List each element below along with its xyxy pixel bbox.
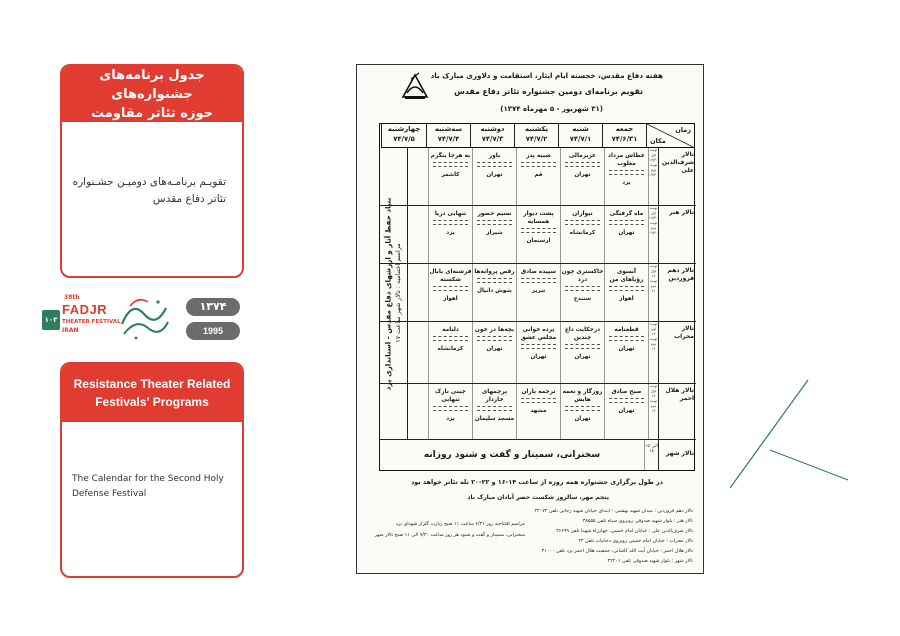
persian-card-text-line2: تئاتر دفاع مقدس [152, 193, 226, 205]
doc-top-line: هفته دفاع مقدس، خجسته ایام ایثار، استقامت و دلاوری مبارک باد [430, 71, 663, 80]
program-title: پشت دیوار همسایه [523, 211, 554, 225]
program-cell [472, 206, 516, 263]
program-title: فرشته‌ای بابال شکسته [429, 269, 472, 283]
program-cell [428, 384, 472, 439]
venue-row-4 [380, 384, 696, 440]
venue-row-3 [380, 322, 696, 384]
program-title: به هرجا بنگرم [430, 153, 471, 159]
program-city: تهران [618, 346, 635, 352]
footer-greeting: پنجم مهر، سالروز شکست حصر آبادان مبارک باد [467, 494, 609, 501]
logo-calligraphy-icon [118, 294, 170, 342]
english-card-body [62, 422, 242, 502]
program-cell [472, 384, 516, 439]
program-city: یزد [622, 180, 631, 186]
day-header-4 [426, 124, 470, 148]
program-cell [472, 148, 516, 205]
venue-times: نوبت اول ۱۷/۳۰ نوبت دوم ۱۹/۳۰ [648, 148, 658, 205]
venue-times: نوبت اول ۱۸ نوبت دوم ۲۱ [648, 264, 658, 321]
city-hall-time: ۱۵ الی ۱۸ [644, 440, 658, 470]
program-title: تنهایی دریا [434, 211, 467, 217]
program-city: تهران [486, 346, 503, 352]
day-header-5 [381, 124, 426, 148]
program-title: نسیم حضور [477, 211, 512, 217]
venue-name: تالار شرف‌الدین علی [658, 148, 696, 205]
program-city: شیراز [486, 230, 503, 236]
scanned-calendar-document [356, 64, 704, 574]
venue-row-2 [380, 264, 696, 322]
address-item: تالار هلال احمر : خیابان آیت الله کاشانی، جمعیت هلال احمر یزد تلفن ۳۱۰۰۰ [541, 549, 693, 554]
day-header-0 [602, 124, 646, 148]
program-cell [472, 322, 516, 383]
program-title: تیواران [572, 211, 593, 217]
program-city: تهران [530, 354, 547, 360]
program-cell [516, 322, 560, 383]
persian-info-card [60, 64, 244, 278]
program-city: اهواز [443, 296, 458, 302]
program-city: کاشمر [441, 172, 460, 178]
day-name: جمعه [615, 125, 634, 133]
program-title: قطعنامه [614, 327, 639, 333]
program-city: یزد [446, 230, 455, 236]
program-city: تهران [618, 230, 635, 236]
venue-name: تالار محراب [658, 322, 696, 383]
program-city: ارسنجان [526, 238, 551, 244]
program-title: درحکایت داغ چندین [564, 327, 601, 341]
venue-name: تالار هلال احمر [658, 384, 696, 439]
program-title: روزگار و نغمه هایش [562, 389, 603, 403]
program-title: سپیده صادق [520, 269, 557, 275]
venue-name: تالار هنر [658, 206, 696, 263]
day-date: ۷۴/۶/۳۱ [611, 135, 638, 143]
speech-row-text: سخنرانی، سمینار و گفت و شنود روزانه [423, 450, 601, 460]
program-city: سنندج [573, 296, 592, 302]
program-cell [516, 264, 560, 321]
doc-title: تقویم برنامه‌ای دومین جشنواره تئاتر دفاع مقدس [454, 87, 643, 96]
program-city: تهران [574, 416, 591, 422]
day-name: سه‌شنبه [434, 125, 463, 133]
program-cell [472, 264, 516, 321]
program-cell [560, 384, 604, 439]
program-title: ماه گرفتگی [609, 211, 644, 217]
english-card-text-line1: The Calendar for the Second Holy [72, 474, 224, 484]
program-city: مشهد [530, 408, 547, 414]
program-title: شبیه پدر [526, 153, 551, 159]
program-title: صبح صادق [611, 389, 642, 395]
doc-date-range: (۳۱ شهریور - ۵ مهرماه ۱۳۷۴) [500, 105, 603, 113]
persian-card-text-line1: تقویـم برنامـه‌های دومیـن جشـنواره [72, 176, 226, 188]
venue-name: تالار دهم فروردین [658, 264, 696, 321]
program-cell [604, 322, 648, 383]
program-city: تهران [574, 354, 591, 360]
program-city: تهران [574, 172, 591, 178]
program-title: پرده خوانی مجلس عشق [520, 327, 557, 341]
persian-card-header [62, 66, 242, 122]
decorative-lines [730, 370, 850, 490]
program-city: تبریز [531, 288, 546, 294]
closing-ceremony-column [391, 147, 405, 439]
program-cell [428, 322, 472, 383]
program-cell [428, 148, 472, 205]
schedule-grid [379, 123, 695, 471]
day-date: ۷۴/۷/۵ [393, 135, 415, 143]
program-cell [516, 206, 560, 263]
address-item: تالار دهم فروردین : میدان شهید بهشتی - ابتدای خیابان شهید رجایی تلفن ۴۳۰۷۲ [534, 509, 693, 514]
program-city: کرمانشاه [569, 230, 596, 236]
persian-card-body [62, 122, 242, 208]
logo-fadjr-text: FADJR [62, 302, 108, 317]
program-city: شوش دانیال [477, 288, 512, 294]
program-cell [516, 148, 560, 205]
program-city: کرمانشاه [437, 346, 464, 352]
program-city: یزد [446, 416, 455, 422]
emblem-icon [399, 71, 431, 101]
footer-note: در طول برگزاری جشنواره همه روزه از ساعت ۱۴-۱۶ و ۲۲-۲۰ تله تئاتر خواهد بود [410, 478, 663, 486]
day-date: ۷۴/۷/۱ [569, 135, 592, 143]
day-date: ۷۴/۷/۲ [525, 135, 548, 143]
logo-edition: 38th [64, 294, 80, 301]
program-title: ترجمه باران [521, 389, 556, 395]
program-title: عطاش مرداد مغلوب [608, 153, 645, 167]
program-city: مسجد سلیمان [474, 416, 515, 422]
program-cell [516, 384, 560, 439]
program-cell [604, 264, 648, 321]
program-city: اهواز [619, 296, 634, 302]
program-title: عزیزمالی [568, 153, 597, 159]
day-name: چهارشنبه [387, 125, 421, 133]
day-header-2 [514, 124, 558, 148]
address-item: تالار شهر : بلوار شهید صدوقی تلفن ۴۲۲۰۱ [607, 559, 693, 564]
corner-diagonal [647, 124, 695, 148]
program-title: پرچمهای خاردار [481, 389, 508, 403]
logo-page-number: ۱۰۳ [42, 310, 60, 330]
day-name: یکشنبه [524, 125, 549, 133]
english-card-header [62, 364, 242, 422]
gregorian-year-badge: 1995 [186, 322, 240, 340]
day-name: شنبه [572, 125, 589, 133]
fadjr-festival-logo [42, 292, 172, 348]
venue-row-0 [380, 148, 696, 206]
program-title: آنسوی رؤیاهای من [609, 269, 644, 283]
day-name: دوشنبه [480, 125, 505, 133]
day-header-3 [470, 124, 514, 148]
closing-ceremony-text: مراسم اختتامیه : تالار شهر ساعت ۱۷ [394, 243, 402, 343]
address-item: تالار شرف‌الدین علی : خیابان امام خمینی، چهارراه شهدا تلفن ۳۶۶۹۹ [556, 529, 693, 534]
program-title: بچه‌ها در خون [474, 327, 515, 333]
english-card-title-line1: Resistance Theater Related [73, 377, 231, 391]
day-date: ۷۴/۷/۴ [437, 135, 460, 143]
persian-year-badge: ۱۳۷۴ [186, 298, 240, 316]
program-city: قم [534, 172, 543, 178]
persian-card-title-line2: حوزه تئاتر مقاومت [91, 105, 213, 121]
corner-place-label: مکان [650, 137, 666, 145]
left-note-item: سخنرانی، سمینار و گفت و شنود هر روز ساعت ۹/۳۰ الی ۱۱ صبح تالار شهر [374, 533, 525, 538]
left-note-item: مراسم افتتاحیه روز ۶/۳۱ ساعت ۱۱ صبح زیارت گلزار شهدای یزد [395, 522, 525, 527]
english-card-title-line2: Festivals' Programs [95, 395, 209, 409]
address-list [523, 507, 693, 567]
venue-row-1 [380, 206, 696, 264]
program-title: دلنامه [442, 327, 459, 333]
venue-times: نوبت اول ۱۷/۳۰ نوبت دوم ۱۹/۳۰ [648, 206, 658, 263]
program-title: باور [488, 153, 501, 159]
program-title: خاکستری چون درد [561, 269, 604, 283]
venue-times: نوبت اول ۱۷ نوبت دوم ۱۹ [648, 384, 658, 439]
address-item: تالار هنر : بلوار شهید صدوقی روبروی سپاه تلفن ۳۸۵۵۵ [582, 519, 693, 524]
address-item: تالار محراب : خیابان امام خمینی روبروی دخانیات تلفن ۳۳ [578, 539, 693, 544]
corner-time-label: زمان [675, 126, 691, 134]
program-title: چینی نازک تنهایی [435, 389, 466, 403]
program-city: تهران [486, 172, 503, 178]
persian-card-title-line1: جدول برنامه‌های جشنواره‌های [99, 67, 205, 102]
program-cell [604, 384, 648, 439]
english-info-card [60, 362, 244, 578]
left-notes [365, 519, 525, 541]
side-vertical-text: بنیاد حفظ آثار و ارزشهای دفاع مقدس - استانداری یزد [383, 197, 392, 391]
program-cell [560, 322, 604, 383]
program-cell [604, 148, 648, 205]
program-cell [560, 264, 604, 321]
day-header-1 [558, 124, 602, 148]
program-city: تهران [618, 408, 635, 414]
venue-name: تالار شهر [658, 440, 696, 470]
day-date: ۷۴/۷/۳ [481, 135, 504, 143]
logo-country: IRAN [62, 327, 79, 334]
program-title: رقص پروانه‌ها [474, 269, 515, 275]
program-cell [604, 206, 648, 263]
program-cell [428, 264, 472, 321]
venue-times: نوبت اول ۱۷ نوبت دوم ۱۹ [648, 322, 658, 383]
venue-row-city-hall [380, 440, 696, 470]
program-cell [560, 206, 604, 263]
program-cell [560, 148, 604, 205]
logo-subtitle: THEATER FESTIVAL [62, 319, 121, 325]
grid-corner [646, 124, 694, 148]
program-cell [428, 206, 472, 263]
english-card-text-line2: Defense Festival [72, 489, 147, 499]
